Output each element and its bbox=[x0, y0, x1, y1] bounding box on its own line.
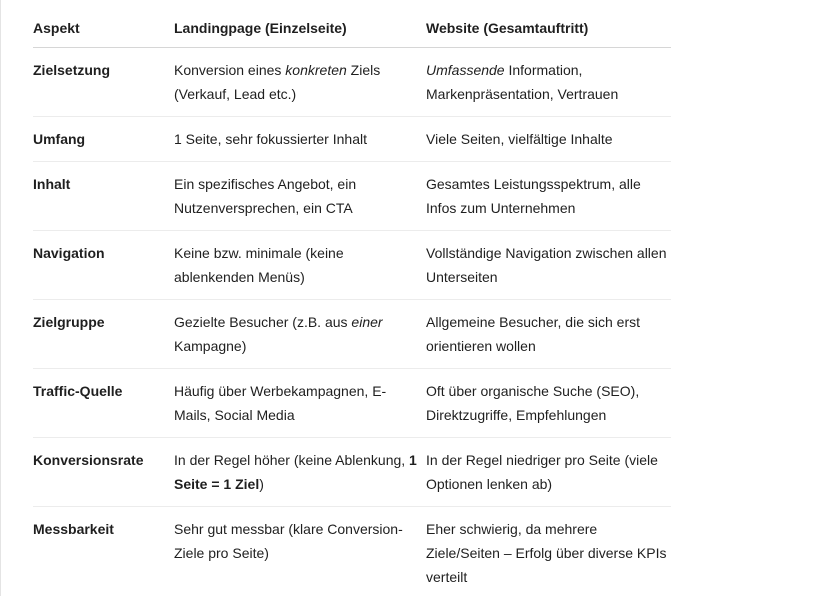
cell-website bbox=[426, 162, 671, 231]
table-row bbox=[33, 300, 671, 369]
table-row bbox=[33, 48, 671, 117]
text-segment: Konversion eines bbox=[174, 62, 285, 78]
cell-aspect: Inhalt bbox=[33, 162, 174, 231]
cell-aspect: Zielgruppe bbox=[33, 300, 174, 369]
table-row bbox=[33, 369, 671, 438]
text-segment: Eher schwierig, da mehrere Ziele/Seiten – Erfolg über diverse KPIs verteilt bbox=[426, 521, 666, 585]
text-segment: Ein spezifisches Angebot, ein Nutzenversprechen, ein CTA bbox=[174, 176, 356, 216]
header-landingpage: Landingpage (Einzelseite) bbox=[174, 9, 426, 48]
text-segment: Information, Markenpräsentation, Vertrauen bbox=[426, 62, 618, 102]
cell-landingpage bbox=[174, 507, 426, 599]
cell-landingpage bbox=[174, 438, 426, 507]
cell-landingpage bbox=[174, 300, 426, 369]
cell-landingpage bbox=[174, 117, 426, 162]
text-segment: ) bbox=[259, 476, 264, 492]
text-segment: Oft über organische Suche (SEO), Direktzugriffe, Empfehlungen bbox=[426, 383, 639, 423]
text-segment: einer bbox=[351, 314, 382, 330]
cell-aspect: Traffic-Quelle bbox=[33, 369, 174, 438]
text-segment: Vollständige Navigation zwischen allen Unterseiten bbox=[426, 245, 666, 285]
cell-aspect: Navigation bbox=[33, 231, 174, 300]
table-row bbox=[33, 162, 671, 231]
cell-aspect: Zielsetzung bbox=[33, 48, 174, 117]
comparison-table bbox=[33, 9, 671, 599]
table-header bbox=[33, 9, 671, 48]
header-website: Website (Gesamtauftritt) bbox=[426, 9, 671, 48]
cell-landingpage bbox=[174, 48, 426, 117]
text-segment: Umfassende bbox=[426, 62, 505, 78]
left-border bbox=[0, 0, 1, 596]
cell-landingpage bbox=[174, 162, 426, 231]
cell-website bbox=[426, 48, 671, 117]
cell-website bbox=[426, 438, 671, 507]
text-segment: Keine bzw. minimale (keine ablenkenden Menüs) bbox=[174, 245, 344, 285]
text-segment: Ziels (Verkauf, Lead etc.) bbox=[174, 62, 380, 102]
text-segment: Häufig über Werbekampagnen, E-Mails, Social Media bbox=[174, 383, 386, 423]
cell-aspect: Messbarkeit bbox=[33, 507, 174, 599]
cell-website bbox=[426, 507, 671, 599]
cell-aspect: Umfang bbox=[33, 117, 174, 162]
text-segment: Viele Seiten, vielfältige Inhalte bbox=[426, 131, 613, 147]
header-row bbox=[33, 9, 671, 48]
text-segment: Gezielte Besucher (z.B. aus bbox=[174, 314, 351, 330]
header-aspekt: Aspekt bbox=[33, 9, 174, 48]
text-segment: In der Regel höher (keine Ablenkung, bbox=[174, 452, 409, 468]
cell-landingpage bbox=[174, 369, 426, 438]
text-segment: 1 Seite, sehr fokussierter Inhalt bbox=[174, 131, 367, 147]
text-segment: Gesamtes Leistungsspektrum, alle Infos zum Unternehmen bbox=[426, 176, 641, 216]
table-row bbox=[33, 117, 671, 162]
cell-website bbox=[426, 231, 671, 300]
cell-website bbox=[426, 300, 671, 369]
table-row bbox=[33, 438, 671, 507]
text-segment: Kampagne) bbox=[174, 338, 246, 354]
text-segment: Allgemeine Besucher, die sich erst orientieren wollen bbox=[426, 314, 640, 354]
text-segment: konkreten bbox=[285, 62, 346, 78]
table-body bbox=[33, 48, 671, 599]
cell-landingpage bbox=[174, 231, 426, 300]
table-row bbox=[33, 507, 671, 599]
text-segment: 1 Seite = 1 Ziel bbox=[174, 452, 417, 492]
cell-website bbox=[426, 369, 671, 438]
text-segment: In der Regel niedriger pro Seite (viele Optionen lenken ab) bbox=[426, 452, 658, 492]
cell-aspect: Konversionsrate bbox=[33, 438, 174, 507]
text-segment: Sehr gut messbar (klare Conversion-Ziele pro Seite) bbox=[174, 521, 403, 561]
cell-website bbox=[426, 117, 671, 162]
table-row bbox=[33, 231, 671, 300]
